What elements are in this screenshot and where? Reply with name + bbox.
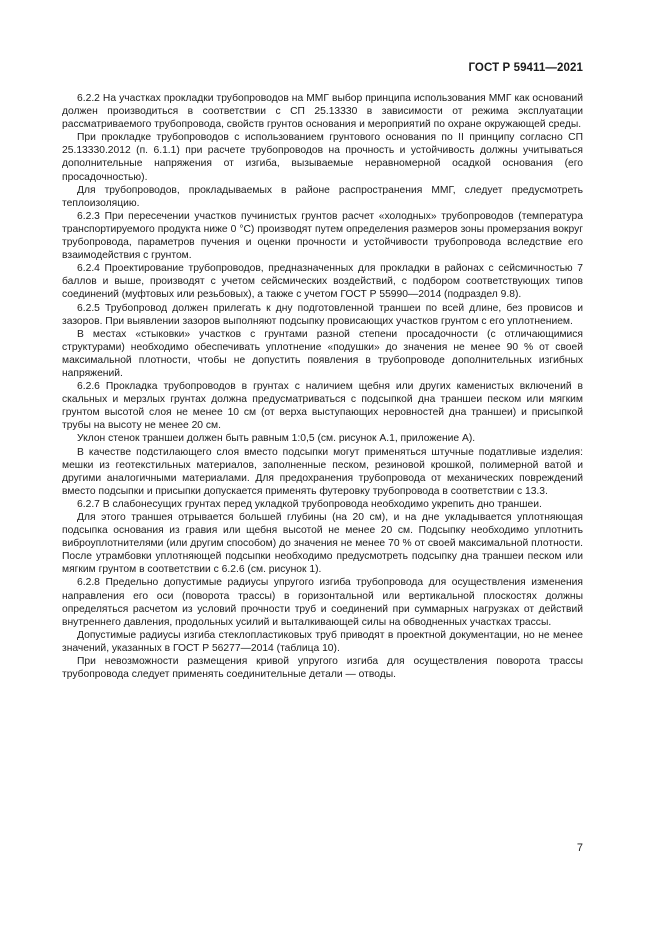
document-header: ГОСТ Р 59411—2021 bbox=[468, 62, 583, 74]
paragraph: Допустимые радиусы изгиба стеклопластиковых труб приводят в проектной документации, но не менее значений, указанных в ГОСТ Р 56277—2014 (таблица 10). bbox=[62, 629, 583, 654]
paragraph: 6.2.6 Прокладка трубопроводов в грунтах с наличием щебня или других каменистых включений в скальных и мерзлых грунтах должна предусматриваться с подсыпкой дна траншеи песком или мягким грунтом высотой слоя не менее 10 см (от верха выступающих неровностей дна траншеи) и присыпкой трубы на высоту не менее 20 см. bbox=[62, 381, 583, 432]
paragraph: 6.2.2 На участках прокладки трубопроводов на ММГ выбор принципа использования ММГ как оснований должен производиться в соответствии с СП 25.13330 в зависимости от режима эксплуатации рассматриваемого трубопровода, свойств грунтов основания и мероприятий по охране окружающей среды. bbox=[62, 93, 583, 131]
paragraph: При невозможности размещения кривой упругого изгиба для осуществления поворота трассы трубопровода следует применять соединительные детали — отводы. bbox=[62, 656, 583, 681]
paragraph: В местах «стыковки» участков с грунтами разной степени просадочности (с отличающимися структурами) необходимо обеспечивать уплотнение «подушки» до значения не менее 90 % от своей максимальной плотности, чтобы не допустить появления в трубопроводе дополнительных изгибных напряжений. bbox=[62, 328, 583, 379]
paragraph: Для этого траншея отрывается большей глубины (на 20 см), и на дне укладывается уплотняющая подсыпка основания из гравия или щебня высотой не менее 20 см. Подсыпку необходимо уплотнить виброуплотнителями (или другим способом) до значения не менее 70 % от своей максимальной плотности. После утрамбовки уплотняющей подсыпки необходимо предусмотреть подсыпку дна траншеи песком или мягким грунтом в соответствии с 6.2.6 (см. рисунок 1). bbox=[62, 512, 583, 576]
paragraph: 6.2.7 В слабонесущих грунтах перед укладкой трубопровода необходимо укрепить дно траншеи. bbox=[77, 498, 542, 510]
paragraph: Для трубопроводов, прокладываемых в районе распространения ММГ, следует предусмотреть теплоизоляцию. bbox=[62, 184, 583, 209]
paragraph: Уклон стенок траншеи должен быть равным 1:0,5 (см. рисунок А.1, приложение А). bbox=[77, 433, 476, 445]
paragraph: При прокладке трубопроводов с использованием грунтового основания по II принципу согласно СП 25.13330.2012 (п. 6.1.1) при расчете трубопроводов на прочность и устойчивость должны учитываться дополнительные напряжения от изгиба, вызываемые неравномерной осадкой основания (его просадочностью). bbox=[62, 132, 583, 183]
document-body bbox=[62, 92, 583, 681]
paragraph: В качестве подстилающего слоя вместо подсыпки могут применяться штучные податливые изделия: мешки из геотекстильных материалов, заполненные песком, резиновой крошкой, полимерной ватой и другими аналогичными материалами. Для предохранения трубопровода от механических повреждений вместо подсыпки и присыпки допускается применять футеровку трубопровода в соответствии с 13.3. bbox=[62, 446, 583, 497]
paragraph: 6.2.8 Предельно допустимые радиусы упругого изгиба трубопровода для осуществления изменения направления его оси (поворота трассы) в горизонтальной или вертикальной плоскостях должны определяться расчетом из условий прочности труб и соединений при суммарных нагрузках от действий внутреннего давления, продольных усилий и выталкивающей силы на обводненных участках трассы. bbox=[62, 577, 583, 628]
page-number: 7 bbox=[576, 842, 583, 854]
paragraph: 6.2.4 Проектирование трубопроводов, предназначенных для прокладки в районах с сейсмичностью 7 баллов и выше, производят с учетом сейсмических воздействий, с подбором соответствующих типов соединений (муфтовых или резьбовых), а также с учетом ГОСТ Р 55990—2014 (подраздел 9.8). bbox=[62, 263, 583, 301]
paragraph: 6.2.5 Трубопровод должен прилегать к дну подготовленной траншеи по всей длине, без провисов и зазоров. При выявлении зазоров выполняют подсыпку провисающих участков грунтом с его уплотнением. bbox=[62, 302, 583, 327]
paragraph: 6.2.3 При пересечении участков пучинистых грунтов расчет «холодных» трубопроводов (температура транспортируемого продукта ниже 0 °С) производят путем определения размеров зоны промерзания вокруг трубопровода, параметров пучения и оценки прочности и устойчивости трубопровода вследствие его взаимодействия с грунтом. bbox=[62, 210, 583, 262]
